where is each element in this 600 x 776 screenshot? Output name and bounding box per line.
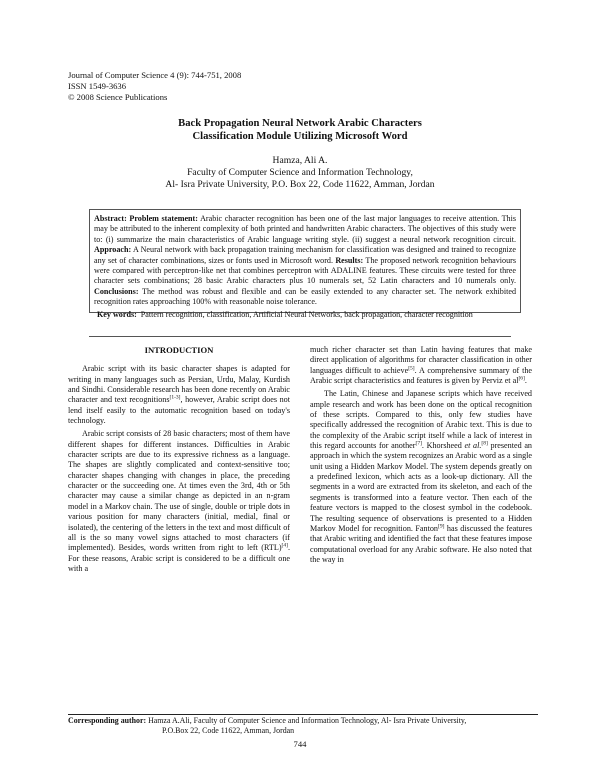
intro-paragraph-1 [68,364,290,426]
intro-r1-text-c: . [524,376,527,386]
intro-paragraph-2-continued [310,345,532,386]
author-name: Hamza, Ali A. [272,155,328,166]
journal-citation: Journal of Computer Science 4 (9): 744-751, 2008 [68,70,242,80]
citation-ref: [1-3] [169,394,181,401]
keywords-text: Pattern recognition, classification, Artificial Neural Networks, back propagation, character recognition [140,310,473,319]
copyright: © 2008 Science Publications [68,92,168,102]
page-number: 744 [293,739,307,749]
keywords-label: Key words: [97,310,137,319]
abstract-results-label: Results: [335,255,364,265]
abstract-approach-label: Approach: [94,245,132,255]
footnote-line-2: P.O.Box 22, Code 11622, Amman, Jordan [162,726,295,735]
title-line-1: Back Propagation Neural Network Arabic Characters [178,118,422,129]
intro-r2-text-a: The Latin, Chinese and Japanese scripts which have received ample research and work has been done on the optical recognition of these scripts. Compared to this, only few studies have specifically addressed the recognition of Arabic text. This is due to the complexity of the Arabic script itself while a lack of interest in this regard accounts for another [310,389,532,451]
author-block [80,155,520,191]
issn: ISSN 1549-3636 [68,81,127,91]
abstract-problem-text: Arabic character recognition has been one of the last major languages to receive attention. This may be attributed to the inherent complexity of both printed and handwritten Arabic characters. The objectives of this study were to: (i) summarize the main characteristics of Arabic language writing style. (ii) suggest a neural network recognition circuit. [94,214,516,244]
section-heading-introduction: INTRODUCTION [144,345,214,355]
intro-r2-text-c: presented an approach in which the system recognizes an Arabic word as a single unit using a Hidden Markov Model. The system depends greatly on a predefined lexicon, which acts as a look-up dictionary. All the segments in a word are extracted from its skeleton, and each of the segments is transformed into a feature vector. Then each of the feature vectors is mapped to the closest symbol in the codebook. The resulting sequence of observations is presented to a Hidden Markov Model for recognition. Fanton [310,441,532,533]
intro-p2-text-a: Arabic script consists of 28 basic characters; most of them have different shapes for different instances. Difficulties in Arabic character scripts are due to its expressive richness as a language. The shapes are slightly complicated and context-sensitive too; character shapes changing with changes in place, the preceding character or the succeeding one. At times even the 3rd, 4th or 5th character may cause a similar change as depicted in an n-gram model in a Markov chain. The use of single, double or triple dots in various position for many characters (initial, medial, final or isolated), the centering of the letters in the text and most difficult of all is the so many vowel signs attached to most characters (if implemented). Besides, words written from right to left (RTL) [68,429,290,553]
journal-header [68,70,241,103]
intro-r2-text-b: . Khorsheed [421,441,465,451]
affiliation-line-2: Al- Isra Private University, P.O. Box 22, Code 11622, Amman, Jordan [165,179,435,190]
abstract-approach-text: A Neural network with back propagation training mechanism for classification was designed and trained to recognize any set of character combinations, sizes or fonts used in Microsoft word. [94,245,516,265]
right-column [310,345,532,568]
keywords-divider [89,336,511,337]
intro-r2-text-d: has discussed the features that Arabic writing and identified the fact that these features impose computational overload for any Arabic software. He also noted that the way in [310,523,532,564]
citation-ref: [5] [408,364,415,371]
abstract-conclusions-label: Conclusions: [94,286,139,296]
citation-ref: [8] [481,440,488,447]
footnote-divider [68,714,538,715]
intro-p1-text-b: , however, Arabic script does not lend itself easily to the automatic recognition based on today's technology. [68,395,290,426]
keywords [97,310,512,320]
footnote-label: Corresponding author: [68,716,147,725]
citation-ref: [9] [437,523,445,530]
abstract-box [89,209,521,313]
intro-paragraph-2 [68,429,290,574]
intro-r1-text-b: . A comprehensive summary of the Arabic script characteristics and features is given by Perviz et al [310,365,532,386]
intro-p1-text-a: Arabic script with its basic character shapes is adapted for writing in many languages such as Persian, Urdu, Malay, Kurdish and Sindhi. Considerable research has been done recently on Arabic character and text recognitions [68,364,290,405]
citation-ref: [6] [518,375,525,382]
abstract-results-text: The proposed network recognition behaviours were compared with perceptron-like net that combines perceptron with ADALINE features. These circuits were tested for three character sets combinations; 28 basic Arabic characters plus 10 numerals set, 52 Latin characters and 10 numerals only. [94,255,516,286]
footnote-line-1: Hamza A.Ali, Faculty of Computer Science and Information Technology, Al- Isra Private University, [146,716,467,725]
title-line-2: Classification Module Utilizing Microsoft Word [192,131,408,142]
citation-ref: [4] [281,542,288,549]
intro-p2-text-b: . For these reasons, Arabic script is considered to be a difficult one with a [68,543,290,573]
left-column [68,345,290,577]
intro-r1-text-a: much richer character set than Latin having features that make direct application of algorithms for character classification in other languages difficult to achieve [310,345,532,375]
abstract-problem-label: Abstract: Problem statement: [94,214,198,223]
corresponding-author-footnote [68,716,538,736]
intro-paragraph-3 [310,389,532,565]
affiliation-line-1: Faculty of Computer Science and Information Technology, [187,167,413,178]
paper-title [80,117,520,143]
et-al: et al. [464,441,482,451]
citation-ref: [7] [415,440,422,447]
abstract-conclusions-text: The method was robust and flexible and can be easily extended to any character set. The network exhibited recognition rates approaching 100% with reasonable noise tolerance. [94,286,516,307]
